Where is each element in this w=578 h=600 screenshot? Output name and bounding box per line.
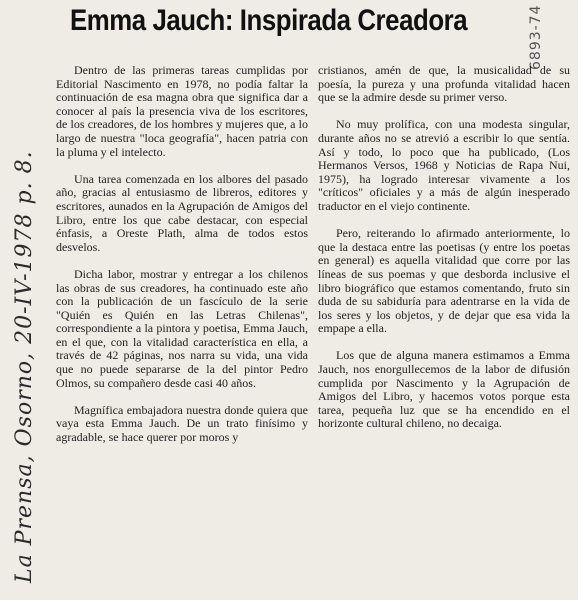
headline: Emma Jauch: Inspirada Creadora — [70, 4, 468, 37]
article-column-left — [56, 64, 308, 445]
catalog-number: 6893-74 — [528, 4, 544, 70]
handwritten-source-note: La Prensa, Osorno, 20-IV-1978 p. 8. — [12, 150, 37, 583]
paragraph: No muy prolífica, con una modesta singular, durante años no se atrevió a escribir lo que sentía. Así y todo, lo poco que ha publicado, (Los Hermanos Versos, 1968 y Noticias de Rapa Nui, 1975), ha logrado interesar vivamente a los "críticos" oficiales y a más de algún inesperado traductor en el viejo continente. — [318, 117, 570, 213]
article-column-right — [318, 64, 570, 431]
paragraph: Los que de alguna manera estimamos a Emma Jauch, nos enorgullecemos de la labor de difusión cumplida por Nascimento y la Agrupación de Amigos del Libro, y hacemos votos porque esta tarea, pequeña luz que se ha encendido en el horizonte cultural chileno, no decaiga. — [318, 348, 570, 431]
paragraph: Magnífica embajadora nuestra donde quiera que vaya esta Emma Jauch. De un trato finísimo y agradable, se hace querer por moros y — [56, 402, 308, 445]
paragraph: Dentro de las primeras tareas cumplidas por Editorial Nascimento en 1978, no podía faltar la continuación de esa magna obra que significa dar a conocer al país la presencia viva de los escritores, de los creadores, de los hombres y mujeres que, a lo largo de nuestra "loca geografía", hacen patria con la pluma y el intelecto. — [56, 63, 308, 159]
paragraph: Una tarea comenzada en los albores del pasado año, gracias al entusiasmo de libreros, editores y escritores, aunados en la Agrupación de Amigos del Libro, entre los que cabe destacar, con especial énfasis, a Oreste Plath, alma de todos estos desvelos. — [56, 171, 308, 254]
paragraph: cristianos, amén de que, la musicalidad de su poesía, la pureza y una profunda vitalidad hacen que se la admire desde su primer verso. — [318, 63, 570, 105]
paragraph: Pero, reiterando lo afirmado anteriormente, lo que la destaca entre las poetisas (y entre los poetas en general) es aquella vitalidad que corre por las líneas de sus poemas y que desborda inclusive el libro biográfico que estamos comentando, fruto sin duda de su sabiduría para adentrarse en la vida de los seres y los objetos, y de dejar que esa vida la empape a ella. — [318, 226, 570, 336]
paragraph: Dicha labor, mostrar y entregar a los chilenos las obras de sus creadores, ha continuado este año con la publicación de un fascículo de la serie "Quién es Quién en las Letras Chilenas", correspondiente a la pintora y poetisa, Emma Jauch, en el que, con la vitalidad característica en ella, a través de 42 páginas, nos narra su vida, una vida que no puede separarse de la del pintor Pedro Olmos, su compañero desde casi 40 años. — [56, 266, 308, 390]
